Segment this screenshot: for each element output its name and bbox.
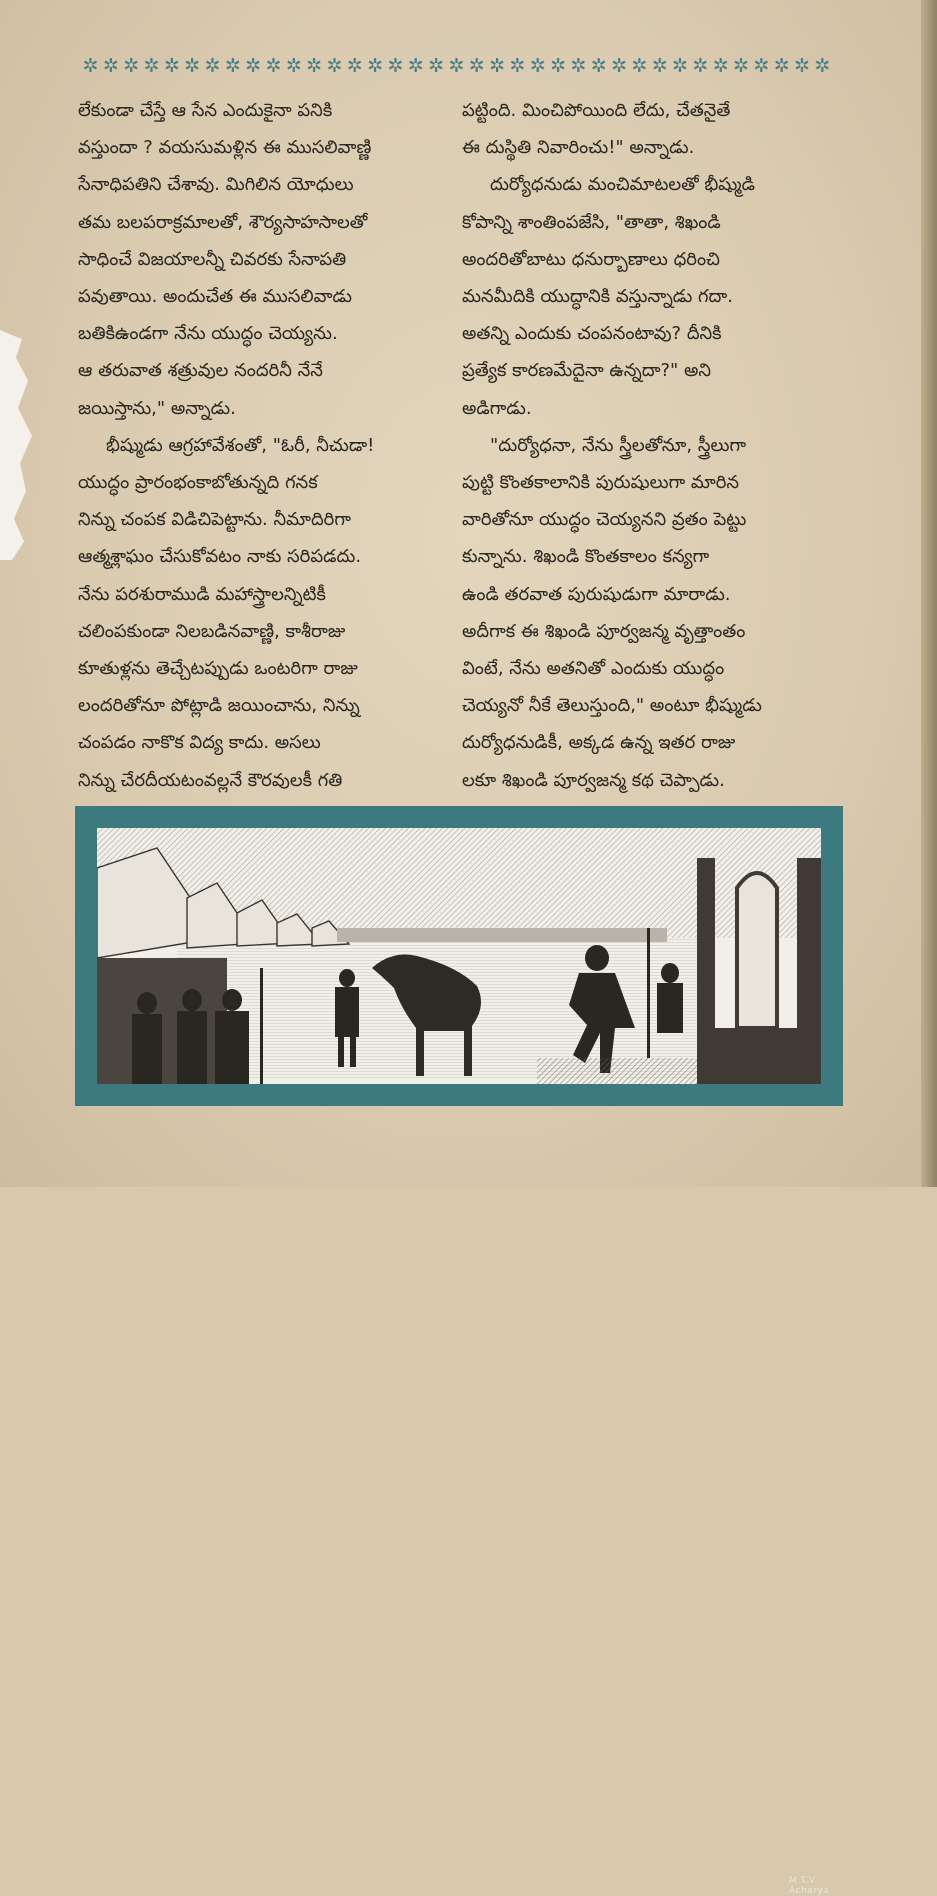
text-line: ఉండి తరవాత పురుషుడుగా మారాడు.	[462, 583, 731, 605]
text-line: అతన్ని ఎందుకు చంపనంటావు? దీనికి	[462, 323, 722, 345]
border-ornament-icon: ✲	[590, 55, 606, 77]
border-ornament-icon: ✲	[631, 55, 647, 77]
text-line: కోపాన్ని శాంతింపజేసి, "తాతా, శిఖండి	[462, 211, 721, 233]
text-line: తమ బలపరాక్రమాలతో, శౌర్యసాహసాలతో	[78, 211, 368, 233]
border-ornament-icon: ✲	[712, 55, 728, 77]
right-text-column	[462, 92, 842, 799]
border-ornament-icon: ✲	[163, 55, 179, 77]
border-ornament-icon: ✲	[82, 55, 98, 77]
text-line: చెయ్యనో నీకే తెలుస్తుంది," అంటూ భీష్ముడు	[462, 695, 762, 717]
illustration-frame	[75, 806, 843, 1896]
border-ornament-icon: ✲	[611, 55, 626, 77]
border-ornament-icon: ✲	[326, 55, 342, 77]
border-ornament-icon: ✲	[509, 55, 525, 77]
border-ornament-icon: ✲	[204, 55, 220, 77]
text-line: పవుతాయి. అందుచేత ఈ ముసలివాడు	[78, 286, 353, 308]
illustration-camp-scene	[97, 828, 821, 1084]
border-ornament-icon: ✲	[184, 55, 200, 77]
text-line: వింటే, నేను అతనితో ఎందుకు యుద్ధం	[462, 658, 725, 680]
border-ornament-icon: ✲	[346, 55, 362, 77]
border-ornament-icon: ✲	[773, 55, 789, 77]
border-ornament-icon: ✲	[529, 55, 545, 77]
text-line: వస్తుందా ? వయసుమళ్లిన ఈ ముసలివాణ్ణి	[78, 137, 372, 159]
border-ornament-icon: ✲	[224, 55, 240, 77]
border-ornament-icon: ✲	[672, 55, 687, 77]
text-line: నిన్ను చంపక విడిచిపెట్టాను. నీమాదిరిగా	[78, 509, 351, 531]
border-ornament-icon: ✲	[143, 55, 159, 77]
text-line: అందరితోబాటు ధనుర్బాణాలు ధరించి	[462, 248, 720, 270]
book-spine-edge	[921, 0, 937, 1187]
artist-signature: M.T.V. Acharya	[789, 1876, 830, 1896]
text-line: కున్నాను. శిఖండి కొంతకాలం కన్యగా	[462, 546, 710, 568]
border-ornament-icon: ✲	[692, 55, 708, 77]
text-line: యుద్ధం ప్రారంభంకాబోతున్నది గనక	[78, 472, 318, 494]
text-line: బతికిఉండగా నేను యుద్ధం చెయ్యను.	[78, 323, 338, 345]
border-ornament-icon: ✲	[550, 55, 565, 77]
text-line: అడిగాడు.	[462, 397, 532, 419]
border-ornament-icon: ✲	[448, 55, 464, 77]
border-ornament-icon: ✲	[733, 55, 748, 77]
border-ornament-icon: ✲	[570, 55, 586, 77]
text-line: చలింపకుండా నిలబడినవాణ్ణి, కాశీరాజు	[78, 620, 346, 642]
border-ornament-icon: ✲	[265, 55, 281, 77]
border-ornament-icon: ✲	[753, 55, 769, 77]
border-ornament-icon: ✲	[468, 55, 484, 77]
text-line: దుర్యోధనుడు మంచిమాటలతో భీష్ముడి	[490, 174, 755, 196]
border-ornament-icon: ✲	[102, 55, 118, 77]
border-ornament-icon: ✲	[387, 55, 403, 77]
text-line: ఆ తరువాత శత్రువుల నందరినీ నేనే	[78, 360, 323, 382]
torn-paper-edge	[0, 330, 40, 560]
text-line: సేనాధిపతిని చేశావు. మిగిలిన యోధులు	[78, 174, 354, 196]
text-line: లేకుండా చేస్తే ఆ సేన ఎందుకైనా పనికి	[78, 100, 333, 121]
text-line: మనమీదికి యుద్ధానికి వస్తున్నాడు గదా.	[462, 286, 733, 308]
text-line: వారితోనూ యుద్ధం చెయ్యనని వ్రతం పెట్టు	[462, 509, 747, 531]
text-line: ప్రత్యేక కారణమేదైనా ఉన్నదా?" అని	[462, 360, 712, 382]
decorative-border	[80, 52, 832, 80]
border-ornament-icon: ✲	[367, 55, 383, 77]
text-line: పుట్టి కొంతకాలానికి పురుషులుగా మారిన	[462, 472, 740, 494]
text-line: కూతుళ్లను తెచ్చేటప్పుడు ఒంటరిగా రాజు	[78, 658, 358, 680]
text-line: లందరితోనూ పోట్లాడి జయించాను, నిన్ను	[78, 695, 360, 717]
text-line: దుర్యోధనుడికీ, అక్కడ ఉన్న ఇతర రాజు	[462, 732, 736, 754]
text-line: అదీగాక ఈ శిఖండి పూర్వజన్మ వృత్తాంతం	[462, 620, 746, 642]
border-ornament-icon: ✲	[428, 55, 444, 77]
text-line: "దుర్యోధనా, నేను స్త్రీలతోనూ, స్త్రీలుగా	[490, 434, 747, 456]
border-ornament-icon: ✲	[306, 55, 322, 77]
border-ornament-icon: ✲	[814, 55, 830, 77]
text-line: నేను పరశురాముడి మహాస్త్రాలన్నిటికీ	[78, 583, 326, 605]
text-line: సాధించే విజయాలన్నీ చివరకు సేనాపతి	[78, 248, 347, 270]
text-line: భీష్ముడు ఆగ్రహావేశంతో, "ఓరీ, నీచుడా!	[106, 434, 375, 456]
border-ornament-icon: ✲	[794, 55, 809, 77]
text-line: జయిస్తాను," అన్నాడు.	[78, 397, 236, 419]
border-ornament-icon: ✲	[407, 55, 423, 77]
text-line: ఆత్మశ్లాఘం చేసుకోవటం నాకు సరిపడదు.	[78, 546, 362, 568]
text-line: పట్టింది. మించిపోయింది లేదు, చేతనైతే	[462, 100, 731, 121]
border-ornament-icon: ✲	[489, 55, 505, 77]
border-ornament-icon: ✲	[285, 55, 301, 77]
text-line: లకూ శిఖండి పూర్వజన్మ కథ చెప్పాడు.	[462, 769, 725, 791]
border-ornament-icon: ✲	[651, 55, 667, 77]
text-line: చంపడం నాకొక విద్య కాదు. అసలు	[78, 732, 321, 754]
text-line: ఈ దుస్థితి నివారించు!" అన్నాడు.	[462, 137, 695, 159]
left-text-column	[78, 92, 458, 799]
border-ornament-icon: ✲	[123, 55, 139, 77]
border-ornament-icon: ✲	[245, 55, 261, 77]
text-line: నిన్ను చేరదీయటంవల్లనే కౌరవులకీ గతి	[78, 769, 343, 791]
